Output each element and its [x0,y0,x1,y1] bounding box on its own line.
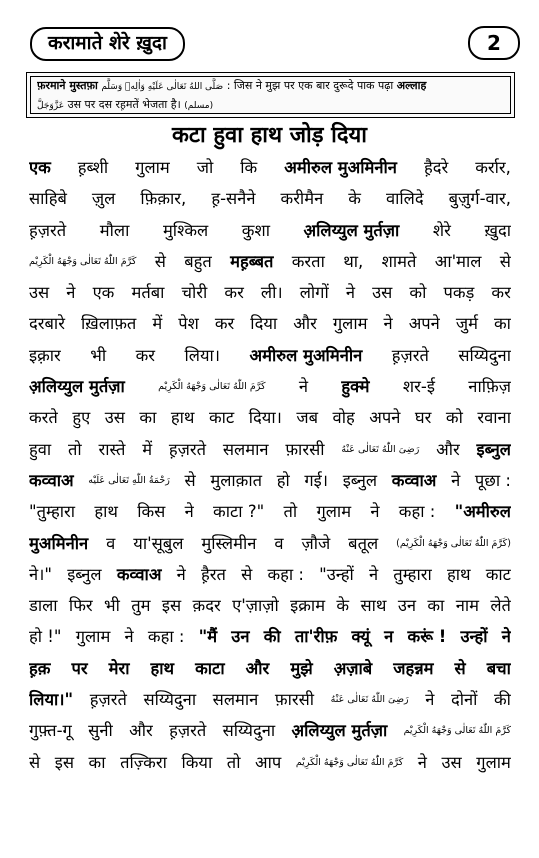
word: हुक्मे [341,377,370,397]
word: काट [485,564,511,584]
word: ने [345,283,356,303]
word: ह़क़ [29,658,51,678]
word: रास्ते [98,439,126,459]
word: ने [370,502,380,522]
word: शर-ई [402,377,435,397]
word: तुम [131,596,151,616]
word: नाफ़िज़ [468,377,511,397]
section-heading: कटा हुवा हाथ जोड़ दिया [172,123,367,148]
word: आ'माल [434,251,482,271]
word: कहा : [398,502,436,522]
word: व [274,533,284,553]
word: शामते [381,251,417,271]
word: हाथ [446,564,471,584]
word: साथ [360,596,387,616]
azzawajal-text: عَزَّوَجَلَّ [37,101,65,111]
word: के [348,189,361,209]
word: ने [368,564,379,584]
word: करीमैन [280,189,324,209]
word: अ़लिय्युल मुर्तज़ा [29,377,125,397]
arabic-honorific: (كَرَّمَ اللّٰهُ تَعَالٰى وَجْهَهُ الْكَرِيْم) [396,537,511,549]
word: ह़ज़रते [29,220,67,240]
word: और [436,439,460,459]
word: ने [501,627,511,647]
word: जो [196,158,214,177]
word: अपने [408,314,440,334]
word: बहुत [184,251,212,271]
word: का [139,408,157,428]
word: मुझे [290,658,313,678]
word: कहा : [267,564,304,584]
word: ख़ुदा [484,220,511,240]
word: किया [181,752,213,772]
hadith-box [26,72,515,118]
text-line [29,465,511,496]
word: करते [29,408,58,428]
word: काट [208,408,235,428]
word: ने [298,377,309,397]
word: इस [161,596,182,616]
word: ने [451,470,461,490]
text-line [29,183,511,214]
word: इक़्रार [29,345,61,365]
word: न [384,627,394,647]
word: सय्यिदुना [458,345,511,365]
text-line [29,371,511,402]
word: फ़ारसी [274,690,315,710]
word: दिया। [248,408,282,428]
text-line [29,621,511,652]
word: भी [90,345,107,365]
hadith-text-1: : जिस ने मुझ पर एक बार दुरूदे पाक पढ़ा [226,79,394,92]
word: इक्राम [290,596,326,616]
word: मुस्लिमीन [201,533,257,553]
word: कुशा [241,220,270,240]
word: की [493,690,511,710]
word: ह़ज़रते [169,721,207,741]
word: अमीरुल मुअमिनीन [249,345,363,365]
word: करूं ! [407,627,447,647]
word: सय्यिदुना [143,690,197,710]
word: कि [240,158,258,177]
word: में [152,314,163,334]
word: और [129,721,153,741]
word: ख़िलाफ़त [80,314,137,334]
word: "तुम्हारा [29,502,76,522]
word: इब्नुल [476,439,511,459]
word: गुलाम [316,502,352,522]
word: "उन्हों [319,564,354,584]
word: कर्रार, [475,158,511,177]
word: एक [92,283,115,303]
word: बचा [486,658,511,678]
word: से [154,251,166,271]
word: ने।" [29,564,53,584]
hadith-source: (مسلم) [184,101,214,111]
word: कर [491,283,511,303]
word: से [241,564,253,584]
page-number: 2 [468,26,520,60]
arabic-honorific: كَرَّمَ اللّٰهُ تَعَالٰى وَجْهَهُ الْكَرِيْم [295,756,404,768]
word: सय्यिदुना [222,721,276,741]
word: के [336,596,350,616]
word: जब [296,408,319,428]
word: हुए [72,408,91,428]
word: तो [68,439,82,459]
word: लोगों [299,283,329,303]
word: से [29,752,41,772]
word: फ़िक़ार, [140,189,187,209]
word: का [427,596,445,616]
word: तुम्हारा [393,564,432,584]
word: क़दर [192,596,221,616]
word: उस [29,283,50,303]
word: कव्वाअ [391,470,437,490]
arabic-honorific: كَرَّمَ اللّٰهُ تَعَالٰى وَجْهَهُ الْكَرِيْم [158,381,266,393]
word: कर [135,345,156,365]
word: गुलाम [476,752,511,772]
word: गई। [304,470,329,490]
arabic-honorific: كَرَّمَ اللّٰهُ تَعَالٰى وَجْهَهُ الْكَرِيْم [29,255,137,267]
word: शेरे [432,220,451,240]
word: कहा : [147,627,185,647]
word: "अमीरुल [454,502,511,522]
text-line [29,528,511,559]
word: ह़ब्शी [77,158,109,177]
word: ह़ज़रते [89,690,127,710]
allah-word: अल्लाह [396,79,427,92]
word: हो !" [29,627,62,647]
word: से [454,658,466,678]
word: दोनों [450,690,478,710]
word: उन [231,627,250,647]
word: कव्वाअ [116,564,162,584]
word: साहिबे [29,189,67,209]
word: ता'रीफ़ [294,627,338,647]
word: फिर [68,596,93,616]
book-title: करामाते शेरे ख़ुदा [30,27,185,61]
word: से [184,470,196,490]
word: क्यूं [351,627,370,647]
word: तज़्किरा [120,752,167,772]
word: ली। [260,283,283,303]
word: मर्तबा [131,283,165,303]
word: पकड़ [443,283,475,303]
word: और [245,658,270,678]
text-line [29,402,511,433]
word: रवाना [477,408,511,428]
word: गुलाम [135,158,170,177]
word: नाम [455,596,479,616]
word: जुर्म [455,314,478,334]
word: ने [124,627,134,647]
word: हाथ [94,502,118,522]
word: से [499,251,511,271]
text-line [29,496,511,527]
word: हाथ [170,408,195,428]
text-line [29,747,511,778]
word: बुज़ुर्ग-वार, [448,189,511,209]
text-line [29,246,511,277]
word: वालिदे [385,189,424,209]
word: गुलाम [75,627,111,647]
arabic-honorific: رَضِیَ اللّٰهُ تَعَالٰی عَنْهُ [341,443,420,455]
word: मुश्किल [162,220,209,240]
word: तो [226,752,241,772]
word: हो [276,470,290,490]
word: मुअमिनीन [29,533,89,553]
word: अ़लिय्युल मुर्तज़ा [291,721,388,741]
word: उस [372,283,393,303]
word: मह़ब्बत [230,251,274,271]
word: की [263,627,281,647]
text-line [29,434,511,465]
word: ह़ज़रते [168,439,207,459]
arabic-honorific: كَرَّمَ اللّٰهُ تَعَالٰى وَجْهَهُ الْكَرِيْم [403,725,511,737]
word: या'सूबुल [133,533,184,553]
hadith-text-2: उस पर दस रह़मतें भेजता है। [67,98,181,111]
text-line [29,215,511,246]
word: ह़ैदरे [423,158,449,177]
word: ह़ैरत [200,564,226,584]
word: ने [184,502,194,522]
word: तो [283,502,298,522]
word: ने [425,690,435,710]
word: ने [66,283,76,303]
word: किस [137,502,166,522]
word: वोह [332,408,355,428]
text-line [29,715,511,746]
word: काटा ?" [213,502,265,522]
word: हाथ [150,658,175,678]
word: कव्वाअ [29,470,74,490]
word: भी [104,596,120,616]
word: काटा [195,658,225,678]
word: लिया। [184,345,221,365]
text-line [29,590,511,621]
word: कर [214,314,235,334]
word: ए'ज़ाज़ो [232,596,279,616]
word: ने [383,314,393,334]
word: दिया [250,314,278,334]
word: था, [343,251,364,271]
word: कर [224,283,244,303]
word: जहन्नम [393,658,434,678]
arabic-honorific: رَضِیَ اللّٰهُ تَعَالٰی عَنْهُ [330,694,409,706]
word: को [409,283,427,303]
word: उस [104,408,125,428]
word: ने [417,752,427,772]
word: लिया।" [29,690,74,710]
word: डाला [29,596,58,616]
word: मुलाक़ात [210,470,263,490]
word: उस [441,752,462,772]
word: एक [29,158,51,177]
word: का [88,752,106,772]
word: घर [414,408,432,428]
word: ज़ौजे [301,533,331,553]
arabic-honorific: رَحْمَةُ اللّٰهِ تَعَالٰی عَلَيْه [88,474,170,486]
word: सुनी [88,721,113,741]
word: पर [71,658,88,678]
body-text [29,152,511,778]
text-line [29,152,511,183]
word: अ़ज़ाबे [333,658,373,678]
word: इब्नुल [342,470,378,490]
text-line [29,559,511,590]
word: उन [397,596,417,616]
word: का [493,314,511,334]
word: मौला [99,220,130,240]
word: ज़ुल [91,189,116,209]
word: "मैं [198,627,218,647]
word: इस [54,752,74,772]
word: बतूल [348,533,379,553]
text-line [29,308,511,339]
word: आप [255,752,282,772]
word: फ़ारसी [285,439,325,459]
word: और [293,314,317,334]
word: गुलाम [332,314,368,334]
text-line [29,684,511,715]
word: लेते [490,596,511,616]
word: पूछा : [474,470,511,490]
word: मेरा [108,658,130,678]
word: व [106,533,116,553]
page-header [30,26,520,60]
word: उन्हों [460,627,488,647]
word: इब्नुल [67,564,102,584]
word: ह़ज़रते [391,345,429,365]
word: अपने [369,408,401,428]
word: गुफ़्त-गू [29,721,72,741]
word: अ़लिय्युल मुर्तज़ा [303,220,400,240]
salawat-text: صَلَّى اللهُ تَعَالٰى عَلَيْهِ وَاٰلِهٖ وَسَلَّم [101,82,224,92]
word: पेश [178,314,199,334]
word: दरबारे [29,314,65,334]
hadith-line-2 [37,97,506,112]
word: ह़-सनैने [211,189,256,209]
text-line [29,653,511,684]
hadith-line-1 [37,78,506,93]
text-line [29,277,511,308]
word: को [445,408,463,428]
word: में [142,439,153,459]
text-line [29,340,511,371]
word: सलमान [212,690,259,710]
word: हुवा [29,439,52,459]
hadith-label: फ़रमाने मुस्तफ़ा [37,79,98,92]
word: करता [291,251,325,271]
word: सलमान [222,439,269,459]
word: अमीरुल मुअमिनीन [284,158,397,177]
word: चोरी [181,283,208,303]
word: ने [176,564,186,584]
